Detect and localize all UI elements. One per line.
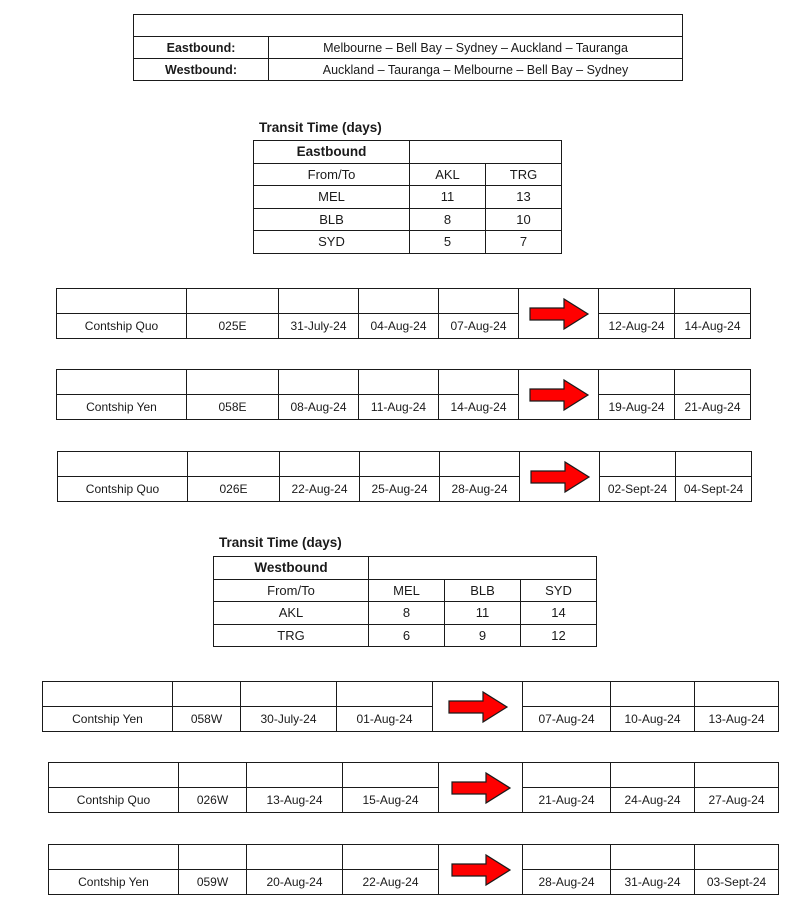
cell-voyage: 058E [187, 395, 279, 420]
cell-melbourne: 21-Aug-24 [523, 788, 611, 813]
cell-auckland: 12-Aug-24 [599, 314, 675, 339]
transit-westbound-row-trg: TRG [214, 624, 369, 647]
transit-westbound-akl-mel: 8 [369, 602, 445, 625]
header-tauranga: Tauranga [675, 289, 751, 314]
header-vessel: Vessel [49, 845, 179, 870]
cell-tauranga: 22-Aug-24 [343, 870, 439, 895]
transit-westbound-trg-blb: 9 [445, 624, 521, 647]
header-melbourne: Melbourne [279, 370, 359, 395]
cell-sydney: 28-Aug-24 [440, 477, 520, 502]
transit-eastbound-col-akl: AKL [410, 163, 486, 186]
arrow-right-icon [528, 297, 590, 331]
cell-tauranga: 04-Sept-24 [676, 477, 752, 502]
cell-voyage: 026W [179, 788, 247, 813]
port-rotation-table [133, 14, 683, 81]
transit-eastbound-corner: From/To [254, 163, 410, 186]
transit-westbound-trg-mel: 6 [369, 624, 445, 647]
header-vessel: Vessel [49, 763, 179, 788]
cell-melbourne: 28-Aug-24 [523, 870, 611, 895]
port-rotation-eastbound-route: Melbourne – Bell Bay – Sydney – Auckland – Tauranga [269, 37, 683, 59]
cell-sydney: 13-Aug-24 [695, 707, 779, 732]
port-rotation-title: Port Rotation [134, 15, 683, 37]
header-tauranga: Tauranga [343, 845, 439, 870]
transit-eastbound-blb-akl: 8 [410, 208, 486, 231]
westbound-schedule-table-1 [42, 681, 779, 732]
cell-melbourne: 07-Aug-24 [523, 707, 611, 732]
transit-westbound-corner: From/To [214, 579, 369, 602]
cell-sydney: 03-Sept-24 [695, 870, 779, 895]
table-row [214, 624, 597, 647]
spacer-cell [410, 141, 562, 164]
transit-westbound-row-akl: AKL [214, 602, 369, 625]
header-tauranga: Tauranga [343, 763, 439, 788]
cell-tauranga: 01-Aug-24 [337, 707, 433, 732]
header-bell-bay: Bell Bay [359, 370, 439, 395]
header-auckland: Auckland [600, 452, 676, 477]
cell-vessel: Contship Quo [49, 788, 179, 813]
header-auckland: Auckland [247, 845, 343, 870]
eastbound-schedule-table-1 [56, 288, 751, 339]
header-bell-bay: Bell Bay [611, 682, 695, 707]
port-rotation-westbound-route: Auckland – Tauranga – Melbourne – Bell Bay – Sydney [269, 59, 683, 81]
header-auckland: Auckland [241, 682, 337, 707]
header-tauranga: Tauranga [676, 452, 752, 477]
transit-eastbound-mel-trg: 13 [486, 186, 562, 209]
arrow-right-icon [447, 690, 509, 724]
header-melbourne: Melbourne [280, 452, 360, 477]
arrow-right-icon [439, 845, 523, 895]
table-row [57, 314, 751, 339]
table-row [57, 289, 751, 314]
cell-vessel: Contship Yen [49, 870, 179, 895]
transit-eastbound-col-trg: TRG [486, 163, 562, 186]
cell-voyage: 058W [173, 707, 241, 732]
table-row [58, 452, 752, 477]
cell-bell-bay: 04-Aug-24 [359, 314, 439, 339]
header-voyage: Voyage [187, 289, 279, 314]
transit-eastbound-table [253, 140, 562, 254]
eastbound-schedule-table-2 [56, 369, 751, 420]
transit-eastbound-syd-akl: 5 [410, 231, 486, 254]
table-row [49, 870, 779, 895]
transit-westbound-table [213, 556, 597, 647]
header-sydney: Sydney [440, 452, 520, 477]
table-row [57, 370, 751, 395]
cell-auckland: 13-Aug-24 [247, 788, 343, 813]
cell-bell-bay: 11-Aug-24 [359, 395, 439, 420]
table-row [49, 788, 779, 813]
table-row [254, 186, 562, 209]
transit-westbound-trg-syd: 12 [521, 624, 597, 647]
arrow-right-icon [450, 771, 512, 805]
header-melbourne: Melbourne [523, 682, 611, 707]
table-row [134, 15, 683, 37]
transit-westbound-akl-blb: 11 [445, 602, 521, 625]
header-melbourne: Melbourne [279, 289, 359, 314]
cell-vessel: Contship Yen [43, 707, 173, 732]
header-voyage: Voyage [179, 763, 247, 788]
table-row [254, 208, 562, 231]
transit-eastbound-syd-trg: 7 [486, 231, 562, 254]
transit-eastbound-row-syd: SYD [254, 231, 410, 254]
header-bell-bay: Bell Bay [359, 289, 439, 314]
table-row [57, 395, 751, 420]
cell-melbourne: 22-Aug-24 [280, 477, 360, 502]
table-row [254, 231, 562, 254]
arrow-right-icon [450, 853, 512, 887]
table-row [134, 59, 683, 81]
cell-bell-bay: 25-Aug-24 [360, 477, 440, 502]
header-tauranga: Tauranga [337, 682, 433, 707]
transit-westbound-akl-syd: 14 [521, 602, 597, 625]
cell-voyage: 059W [179, 870, 247, 895]
transit-westbound-col-blb: BLB [445, 579, 521, 602]
transit-westbound-col-mel: MEL [369, 579, 445, 602]
westbound-schedule-table-3 [48, 844, 779, 895]
header-melbourne: Melbourne [523, 845, 611, 870]
arrow-right-icon [433, 682, 523, 732]
transit-eastbound-blb-trg: 10 [486, 208, 562, 231]
cell-sydney: 07-Aug-24 [439, 314, 519, 339]
table-row [43, 682, 779, 707]
header-bell-bay: Bell Bay [611, 845, 695, 870]
port-rotation-eastbound-label: Eastbound: [134, 37, 269, 59]
arrow-right-icon [519, 370, 599, 420]
cell-vessel: Contship Yen [57, 395, 187, 420]
eastbound-schedule-table-3 [57, 451, 752, 502]
table-row [214, 557, 597, 580]
cell-tauranga: 15-Aug-24 [343, 788, 439, 813]
westbound-schedule-table-2 [48, 762, 779, 813]
header-melbourne: Melbourne [523, 763, 611, 788]
header-vessel: Vessel [43, 682, 173, 707]
header-vessel: Vessel [57, 289, 187, 314]
header-bell-bay: Bell Bay [611, 763, 695, 788]
transit-eastbound-title: Transit Time (days) [259, 120, 382, 135]
header-voyage: Voyage [173, 682, 241, 707]
header-sydney: Sydney [439, 370, 519, 395]
header-voyage: Voyage [187, 370, 279, 395]
cell-auckland: 20-Aug-24 [247, 870, 343, 895]
header-sydney: Sydney [695, 763, 779, 788]
cell-tauranga: 14-Aug-24 [675, 314, 751, 339]
transit-eastbound-mel-akl: 11 [410, 186, 486, 209]
cell-voyage: 026E [188, 477, 280, 502]
header-auckland: Auckland [599, 289, 675, 314]
arrow-right-icon [520, 452, 600, 502]
header-sydney: Sydney [695, 845, 779, 870]
arrow-right-icon [439, 763, 523, 813]
cell-auckland: 19-Aug-24 [599, 395, 675, 420]
transit-eastbound-row-mel: MEL [254, 186, 410, 209]
cell-bell-bay: 10-Aug-24 [611, 707, 695, 732]
header-voyage: Voyage [188, 452, 280, 477]
cell-vessel: Contship Quo [58, 477, 188, 502]
cell-auckland: 02-Sept-24 [600, 477, 676, 502]
cell-bell-bay: 31-Aug-24 [611, 870, 695, 895]
table-row [43, 707, 779, 732]
cell-bell-bay: 24-Aug-24 [611, 788, 695, 813]
header-vessel: Vessel [58, 452, 188, 477]
cell-tauranga: 21-Aug-24 [675, 395, 751, 420]
cell-melbourne: 08-Aug-24 [279, 395, 359, 420]
header-auckland: Auckland [599, 370, 675, 395]
transit-westbound-direction: Westbound [214, 557, 369, 580]
arrow-right-icon [529, 460, 591, 494]
cell-sydney: 14-Aug-24 [439, 395, 519, 420]
arrow-right-icon [528, 378, 590, 412]
table-row [254, 163, 562, 186]
table-row [134, 37, 683, 59]
table-row [214, 579, 597, 602]
arrow-right-icon [519, 289, 599, 339]
transit-westbound-title: Transit Time (days) [219, 535, 342, 550]
header-bell-bay: Bell Bay [360, 452, 440, 477]
table-row [49, 845, 779, 870]
transit-eastbound-row-blb: BLB [254, 208, 410, 231]
table-row [254, 141, 562, 164]
transit-eastbound-direction: Eastbound [254, 141, 410, 164]
spacer-cell [369, 557, 597, 580]
table-row [214, 602, 597, 625]
table-row [58, 477, 752, 502]
header-auckland: Auckland [247, 763, 343, 788]
cell-auckland: 30-July-24 [241, 707, 337, 732]
header-voyage: Voyage [179, 845, 247, 870]
header-tauranga: Tauranga [675, 370, 751, 395]
cell-melbourne: 31-July-24 [279, 314, 359, 339]
table-row [49, 763, 779, 788]
port-rotation-westbound-label: Westbound: [134, 59, 269, 81]
transit-westbound-col-syd: SYD [521, 579, 597, 602]
cell-voyage: 025E [187, 314, 279, 339]
header-sydney: Sydney [695, 682, 779, 707]
header-vessel: Vessel [57, 370, 187, 395]
cell-sydney: 27-Aug-24 [695, 788, 779, 813]
header-sydney: Sydney [439, 289, 519, 314]
cell-vessel: Contship Quo [57, 314, 187, 339]
